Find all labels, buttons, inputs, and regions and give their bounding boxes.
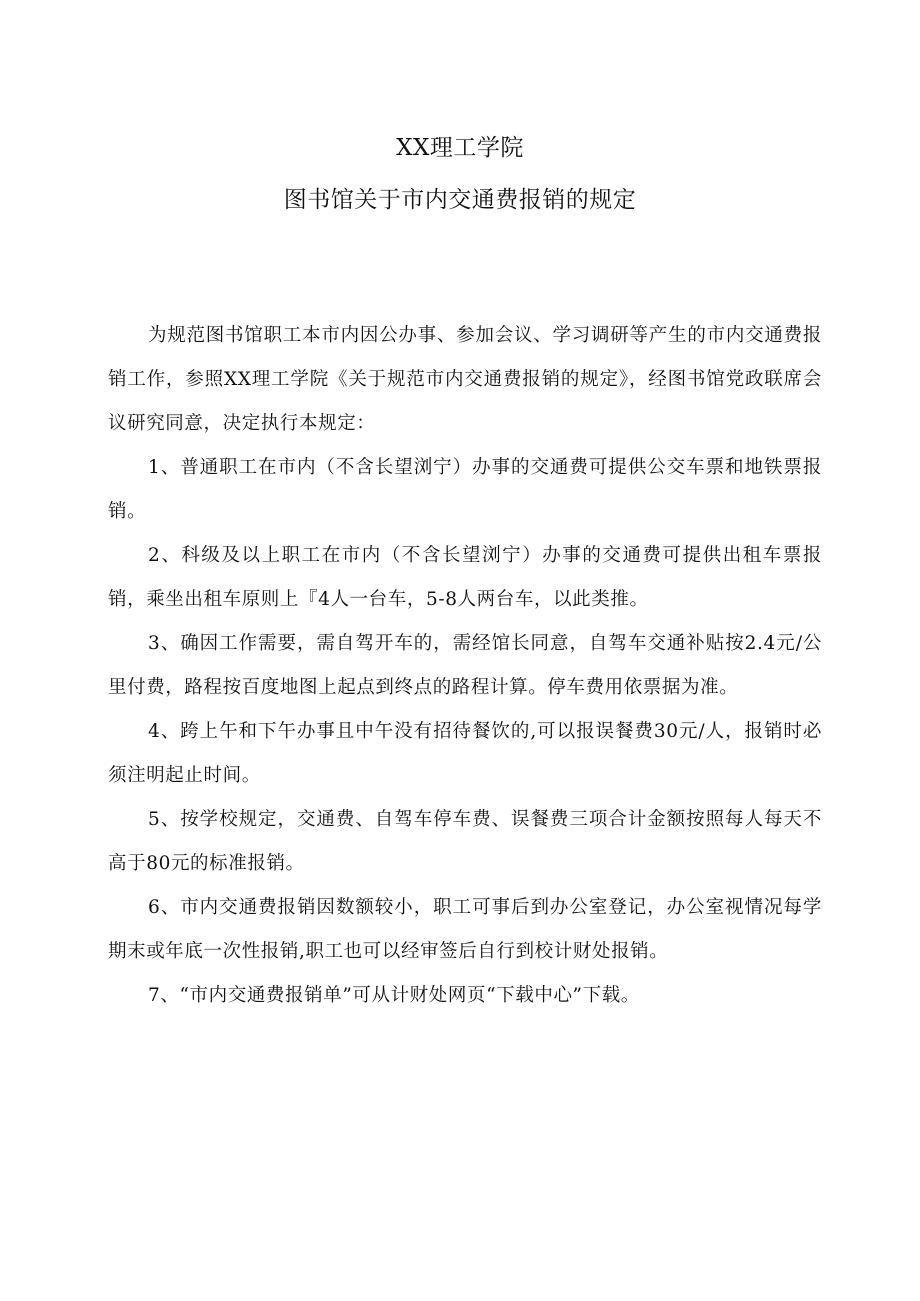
- document-title-regulation: 图书馆关于市内交通费报销的规定: [283, 187, 637, 213]
- document-title-institution: XX理工学院: [396, 135, 524, 161]
- rule-item-5: 5、按学校规定，交通费、自驾车停车费、误餐费三项合计金额按照每人每天不高于80元的标准报销。: [108, 809, 822, 874]
- rule-item-6: 6、市内交通费报销因数额较小，职工可事后到办公室登记，办公室视情况每学期末或年底一次性报销,职工也可以经审签后自行到校计财处报销。: [108, 897, 822, 962]
- rule-item-7: 7、“市内交通费报销单”可从计财处网页“下载中心”下载。: [148, 985, 640, 1006]
- rule-item-1: 1、普通职工在市内（不含长望浏宁）办事的交通费可提供公交车票和地铁票报销。: [108, 457, 822, 522]
- rule-item-2: 2、科级及以上职工在市内（不含长望浏宁）办事的交通费可提供出租车票报销，乘坐出租车原则上『4人一台车，5-8人两台车，以此类推。: [108, 545, 822, 610]
- rule-item-3: 3、确因工作需要，需自驾开车的，需经馆长同意，自驾车交通补贴按2.4元/公里付费，路程按百度地图上起点到终点的路程计算。停车费用依票据为准。: [108, 633, 822, 698]
- document-body: [108, 314, 822, 1018]
- rule-item-4: 4、跨上午和下午办事且中午没有招待餐饮的,可以报误餐费30元/人，报销时必须注明起止时间。: [108, 721, 822, 786]
- intro-paragraph: 为规范图书馆职工本市内因公办事、参加会议、学习调研等产生的市内交通费报销工作，参照XX理工学院《关于规范市内交通费报销的规定》，经图书馆党政联席会议研究同意，决定执行本规定：: [108, 325, 822, 434]
